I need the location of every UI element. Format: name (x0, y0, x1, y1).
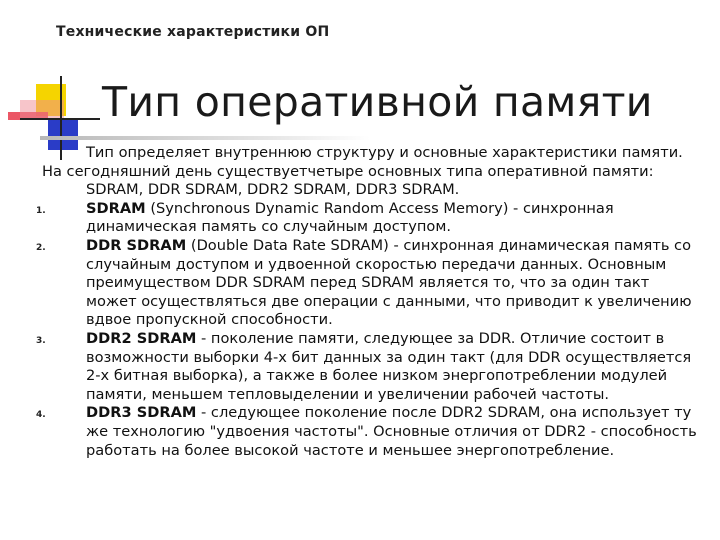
list-item (0, 200, 720, 237)
list-item-term: DDR SDRAM (86, 236, 187, 254)
title-divider (40, 136, 370, 140)
intro-paragraph: Тип определяет внутреннюю структуру и основные характеристики памяти. (86, 144, 683, 161)
list-item-number: 2. (36, 242, 46, 253)
page-title: Тип оперативной памяти (102, 78, 653, 126)
list-item-number: 3. (36, 335, 46, 346)
memory-types-list (0, 200, 720, 460)
list-item-term: DDR2 SDRAM (86, 329, 197, 347)
slide-header: Технические характеристики ОП (56, 24, 330, 40)
list-item-text: (Double Data Rate SDRAM) - синхронная динамическая память со случайным доступом и удвоенной скоростью передачи данных. Основным преимуществом DDR SDRAM перед SDRAM является то, что за один такт может осуществляться две операции с данными, что приводит к увеличению вдвое пропускной способности. (86, 236, 692, 329)
list-item-text: - поколение памяти, следующее за DDR. Отличие состоит в возможности выборки 4-х бит данных за один такт (для DDR осуществляется 2-х битная выборка), а также в более низком энергопотреблении модулей памяти, меньшем тепловыделении и увеличении рабочей частоты. (86, 329, 692, 403)
list-item (0, 330, 720, 404)
slide-body (0, 144, 720, 460)
list-item-number: 1. (36, 205, 46, 216)
types-list-inline: SDRAM, DDR SDRAM, DDR2 SDRAM, DDR3 SDRAM. (86, 181, 460, 199)
list-item-text: - следующее поколение после DDR2 SDRAM, она использует ту же технологию "удвоения частоты". Основные отличия от DDR2 - способность работать на более высокой частоте и меньшее энергопотребление. (86, 404, 697, 459)
list-item (0, 404, 720, 460)
types-lead: На сегодняшний день существуетчетыре основных типа оперативной памяти: (42, 162, 654, 180)
list-item-number: 4. (36, 410, 46, 421)
list-item-text: (Synchronous Dynamic Random Access Memory) - синхронная динамическая память со случайным доступом. (86, 199, 614, 236)
list-item-term: SDRAM (86, 199, 146, 217)
list-item (0, 237, 720, 330)
types-paragraph (0, 163, 720, 200)
list-item-term: DDR3 SDRAM (86, 404, 197, 422)
